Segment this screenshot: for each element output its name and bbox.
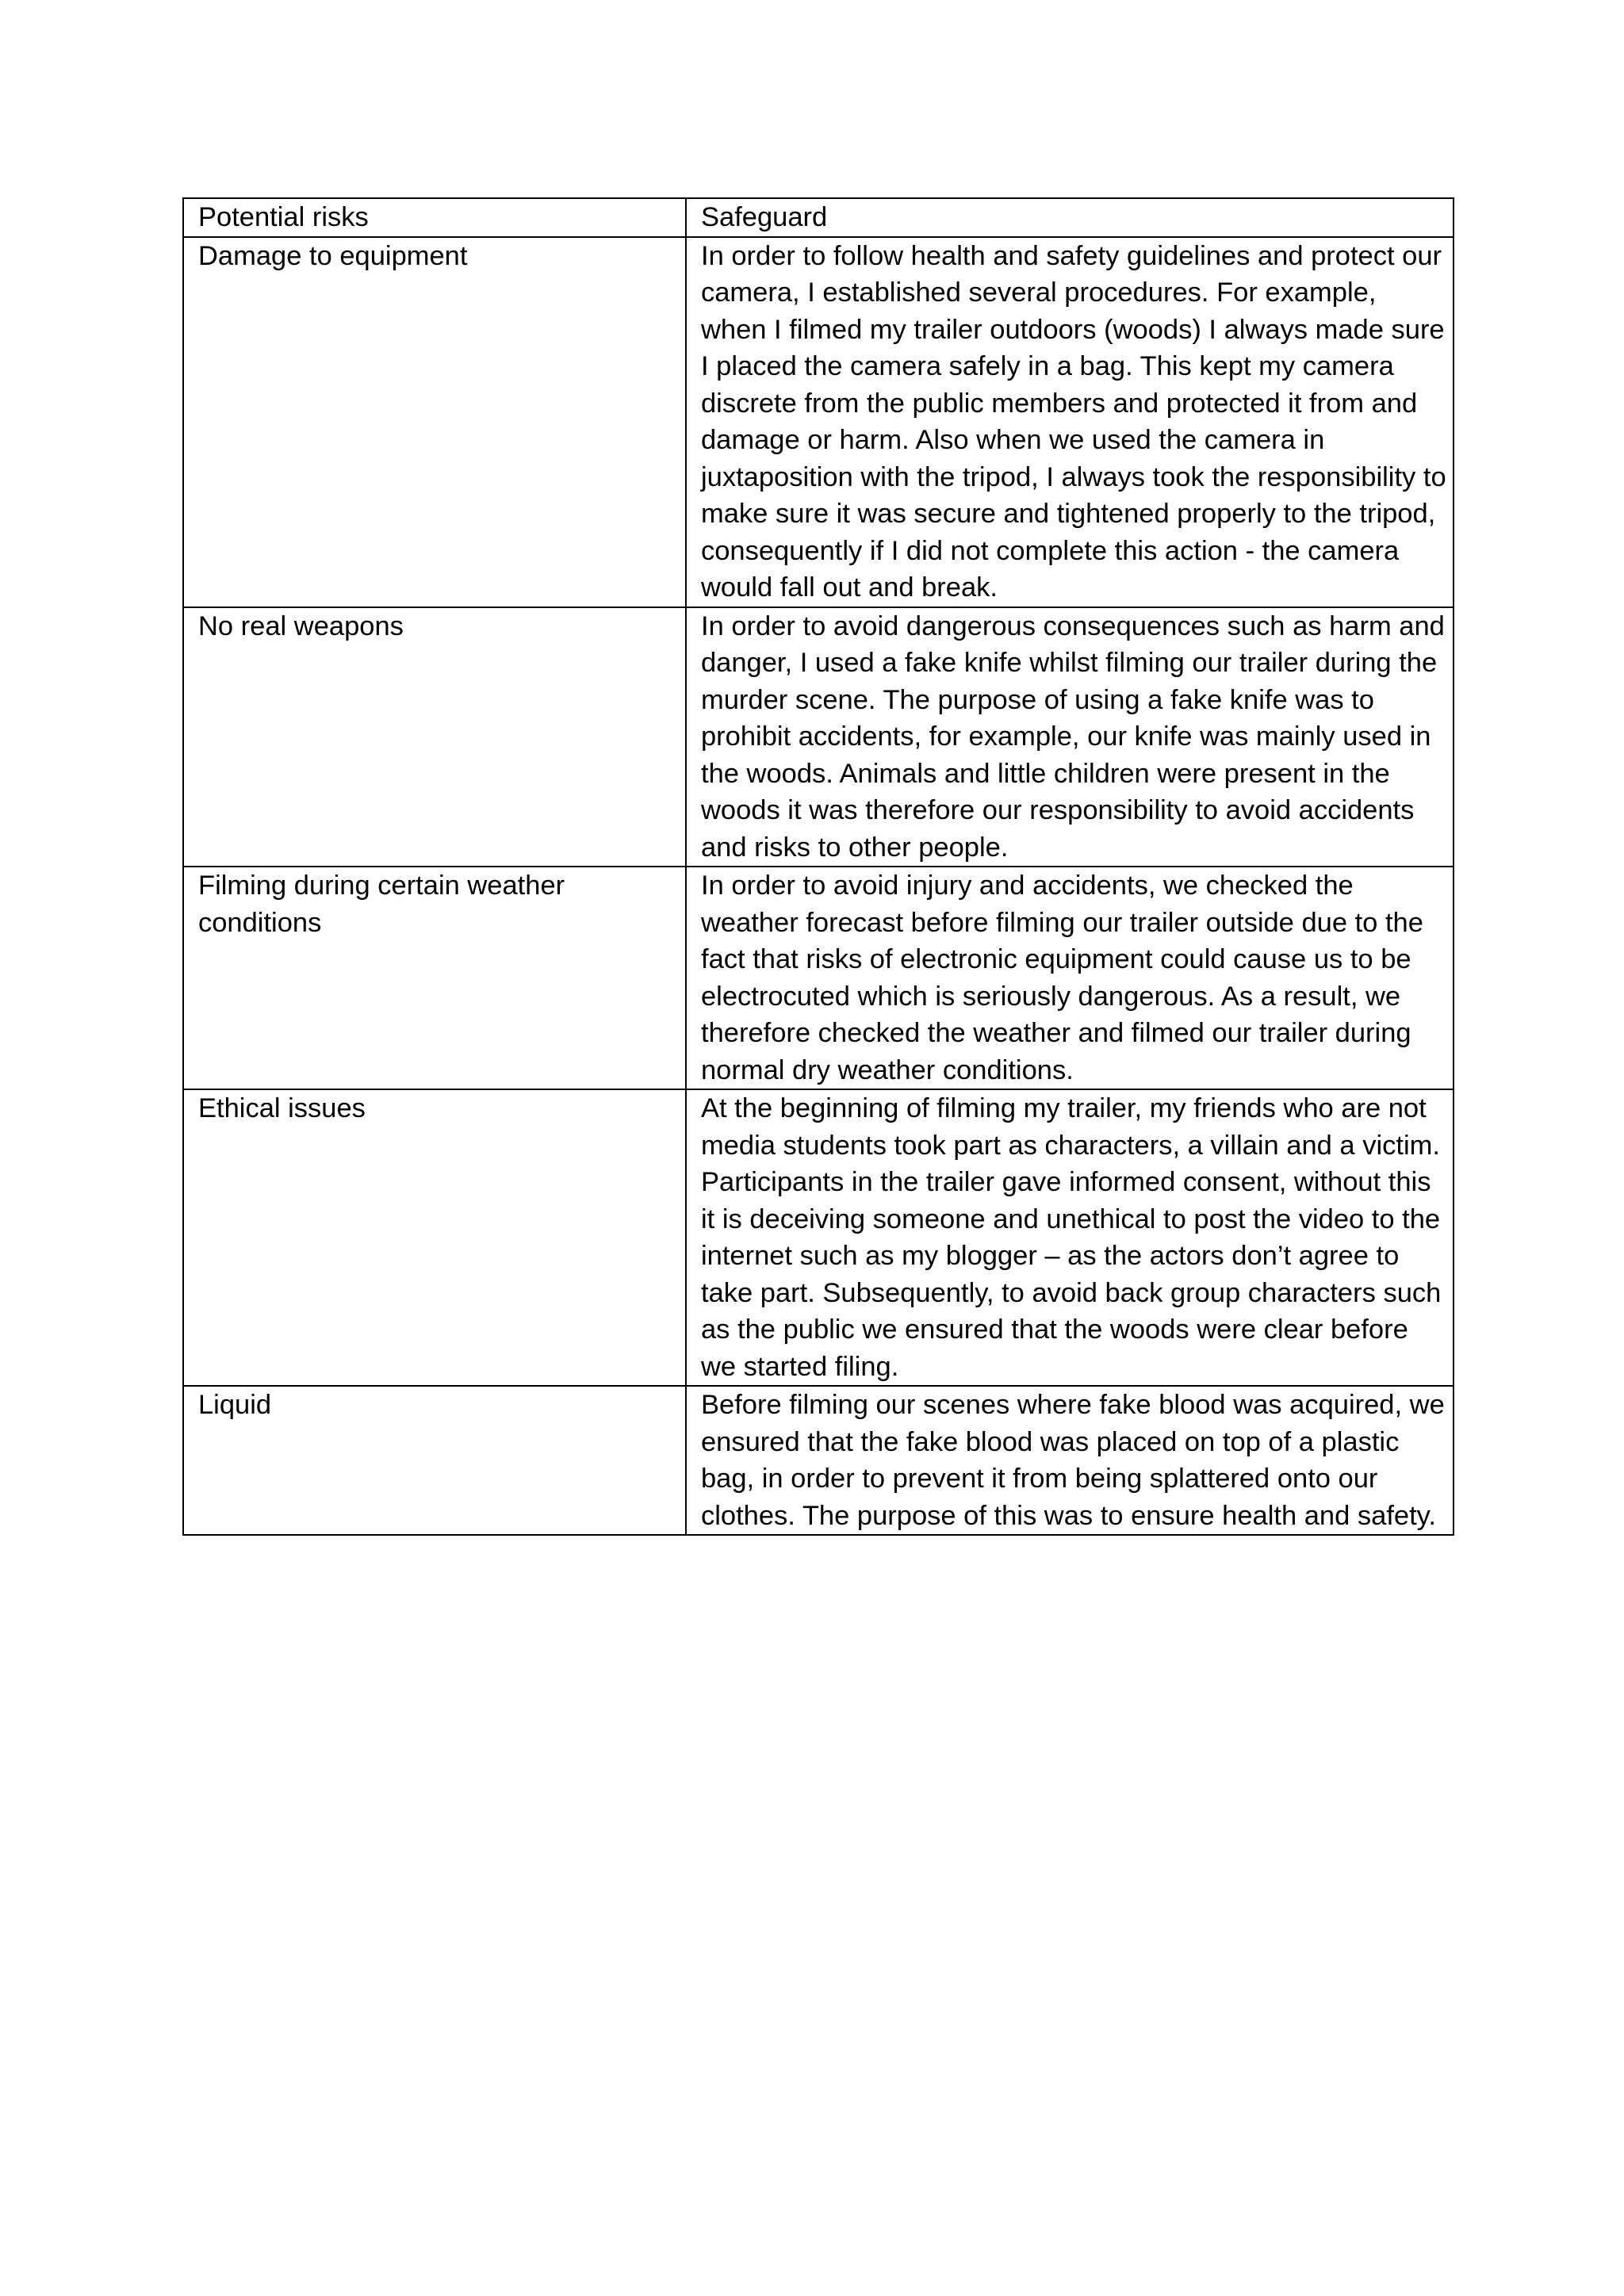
column-header-safeguard: Safeguard (686, 198, 1454, 237)
table-row (183, 867, 1454, 1089)
table-header (183, 198, 1454, 237)
table-body (183, 237, 1454, 1536)
risk-cell: Filming during certain weather conditions (183, 867, 686, 1089)
safeguard-cell: At the beginning of filming my trailer, my friends who are not media students took part as characters, a villain and a victim. Participants in the trailer gave informed consent, without this it is deceiving someone and unethical to post the video to the internet such as my blogger – as the actors don’t agree to take part. Subsequently, to avoid back group characters such as the public we ensured that the woods were clear before we started filing. (686, 1089, 1454, 1386)
table-row (183, 1386, 1454, 1535)
table-row (183, 237, 1454, 607)
column-header-potential-risks: Potential risks (183, 198, 686, 237)
risk-cell: Liquid (183, 1386, 686, 1535)
table-row (183, 607, 1454, 867)
risk-cell: No real weapons (183, 607, 686, 867)
risk-cell: Damage to equipment (183, 237, 686, 607)
table-row (183, 1089, 1454, 1386)
header-row (183, 198, 1454, 237)
risk-assessment-table (182, 197, 1454, 1536)
safeguard-cell: Before filming our scenes where fake blood was acquired, we ensured that the fake blood was placed on top of a plastic bag, in order to prevent it from being splattered onto our clothes. The purpose of this was to ensure health and safety. (686, 1386, 1454, 1535)
safeguard-cell: In order to follow health and safety guidelines and protect our camera, I established several procedures. For example, when I filmed my trailer outdoors (woods) I always made sure I placed the camera safely in a bag. This kept my camera discrete from the public members and protected it from and damage or harm. Also when we used the camera in juxtaposition with the tripod, I always took the responsibility to make sure it was secure and tightened properly to the tripod, consequently if I did not complete this action - the camera would fall out and break. (686, 237, 1454, 607)
safeguard-cell: In order to avoid dangerous consequences such as harm and danger, I used a fake knife whilst filming our trailer during the murder scene. The purpose of using a fake knife was to prohibit accidents, for example, our knife was mainly used in the woods. Animals and little children were present in the woods it was therefore our responsibility to avoid accidents and risks to other people. (686, 607, 1454, 867)
safeguard-cell: In order to avoid injury and accidents, we checked the weather forecast before filming our trailer outside due to the fact that risks of electronic equipment could cause us to be electrocuted which is seriously dangerous. As a result, we therefore checked the weather and filmed our trailer during normal dry weather conditions. (686, 867, 1454, 1089)
risk-cell: Ethical issues (183, 1089, 686, 1386)
